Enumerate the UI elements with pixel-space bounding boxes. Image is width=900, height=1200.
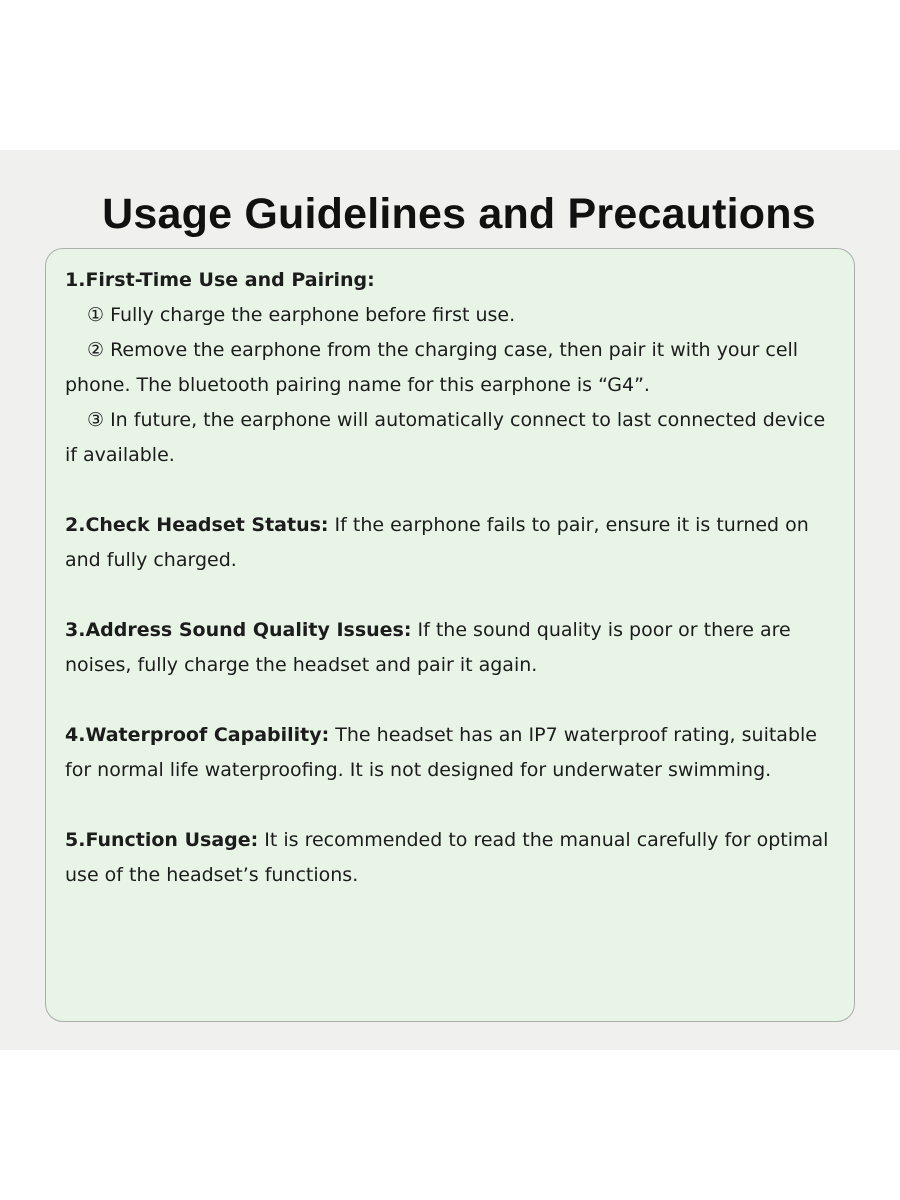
step-2-line: ② Remove the earphone from the charging case, then pair it with your cell bbox=[87, 339, 799, 361]
section-paragraph bbox=[65, 613, 844, 683]
section-text: It is recommended to read the manual carefully for optimal use of the headset’s functions. bbox=[65, 829, 829, 886]
step-1-line: ① Fully charge the earphone before first use. bbox=[87, 304, 516, 326]
guidelines-card bbox=[45, 248, 855, 1022]
section-heading: 2.Check Headset Status: bbox=[65, 514, 329, 536]
section-paragraph bbox=[65, 823, 844, 893]
section-heading: 4.Waterproof Capability: bbox=[65, 724, 330, 746]
section-paragraph bbox=[65, 718, 844, 788]
section-headset-status bbox=[65, 508, 844, 578]
step-3-continuation: if available. bbox=[65, 444, 175, 466]
section-text: If the sound quality is poor or there are noises, fully charge the headset and pair it again. bbox=[65, 619, 791, 676]
step-2-continuation: phone. The bluetooth pairing name for this earphone is “G4”. bbox=[65, 374, 650, 396]
section-paragraph bbox=[65, 508, 844, 578]
section-heading: 1.First-Time Use and Pairing: bbox=[65, 269, 375, 291]
section-heading: 3.Address Sound Quality Issues: bbox=[65, 619, 412, 641]
section-text: The headset has an IP7 waterproof rating, suitable for normal life waterproofing. It is not designed for underwater swimming. bbox=[65, 724, 817, 781]
section-function-usage bbox=[65, 823, 844, 893]
section-heading: 5.Function Usage: bbox=[65, 829, 259, 851]
section-text: If the earphone fails to pair, ensure it is turned on and fully charged. bbox=[65, 514, 809, 571]
section-first-time-use bbox=[65, 263, 844, 473]
step-3-line: ③ In future, the earphone will automatically connect to last connected device bbox=[87, 409, 826, 431]
section-sound-quality bbox=[65, 613, 844, 683]
page-title: Usage Guidelines and Precautions bbox=[102, 190, 816, 238]
section-waterproof bbox=[65, 718, 844, 788]
